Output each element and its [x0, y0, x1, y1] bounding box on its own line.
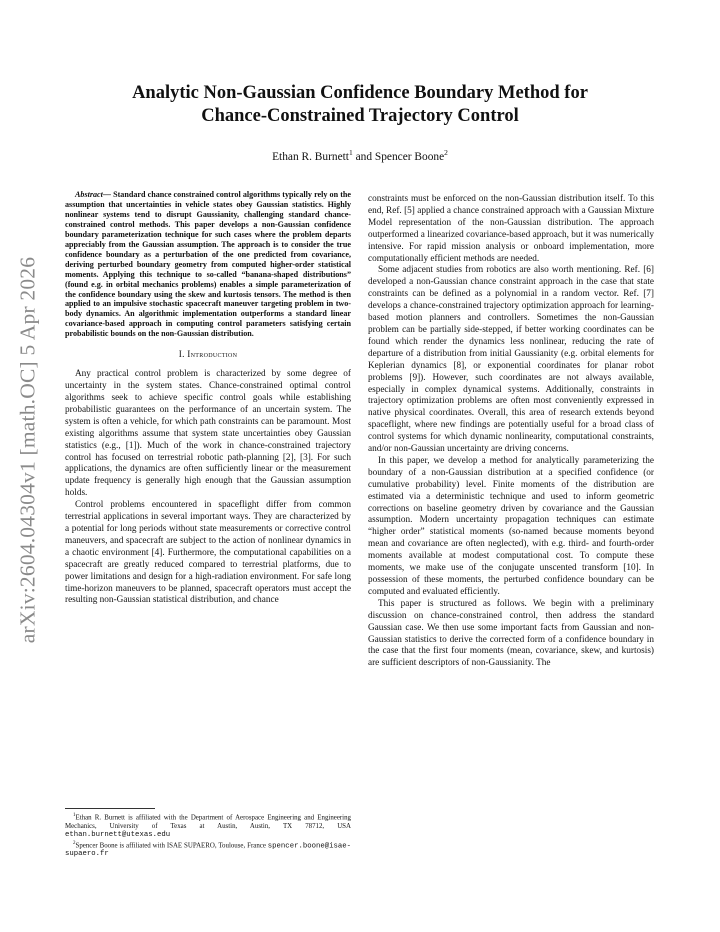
author-name: Spencer Boone: [374, 150, 445, 163]
body-paragraph: Some adjacent studies from robotics are also worth mentioning. Ref. [6] developed a non-Gaussian chance constraint approach in the case that state constraints can be defined as a polynomial in a random vector. Ref. [7] develops a chance-constrained trajectory optimization approach for learning-based motion planners and controllers. Sometimes the non-Gaussian problem can be partially side-stepped, if better working coordinates can be found which render the dynamics less nonlinear, reducing the rate of departure of a distribution from initial Gaussianity (e.g. orbital elements for Keplerian dynamics [8], or exponential coordinates for planar robot problems [9]). However, such coordinates are not always available, especially in complex dynamical systems. Additionally, constraints in trajectory optimization problems are often most conveniently expressed in native physical coordinates. Overall, this area of research extends beyond spaceflight, where new findings are potentially useful for a broad class of control systems for which dynamic nonlinearity, computational constraints, and/or non-Gaussian uncertainty are driving concerns.: [368, 265, 654, 455]
left-column: [65, 190, 351, 607]
title-line-1: Analytic Non-Gaussian Confidence Boundary Method for: [132, 83, 588, 103]
footnote-1: [65, 812, 351, 840]
body-paragraph: In this paper, we develop a method for analytically parameterizing the boundary of a non-Gaussian distribution at a specified confidence (or cumulative probability) level. Finite moments of the distribution are estimated via a deterministic technique and used to inform geometric corrections on baseline geometry driven by covariance and the Gaussian assumption. Modern uncertainty propagation techniques can estimate “higher order” statistical moments (so-named because moments beyond mean and covariance are often neglected), with e.g. third- and fourth-order moments available at modest computational cost. To compute these moments, we make use of the conjugate unscented transform [10]. In possession of these moments, the perturbed confidence boundary can be computed and evaluated efficiently.: [368, 455, 654, 597]
footnotes: [65, 812, 351, 859]
author-conjunction: and: [352, 150, 375, 163]
footnote-text: Spencer Boone is affiliated with ISAE SUPAERO, Toulouse, France: [75, 841, 268, 849]
author-affiliation-mark: 1: [348, 148, 353, 157]
author-affiliation-mark: 2: [444, 148, 448, 157]
author-email-link[interactable]: spencer.boone@isae-supaero.fr: [65, 841, 351, 859]
body-paragraph: Control problems encountered in spaceflight differ from common terrestrial applications in several important ways. They are characterized by a potential for long periods without state measurements or corrective control maneuvers, and spacecraft are subject to the action of nonlinear dynamics in a chaotic environment [4]. Furthermore, the computational capabilities on a spacecraft are greatly reduced compared to terrestrial platforms, due to power limitations and design for a high-radiation environment. For safe long time-horizon maneuvers to be planned, spacecraft operators must accept the resulting non-Gaussian statistical distribution, and chance: [65, 500, 351, 606]
right-column: [368, 194, 654, 670]
abstract: [65, 190, 351, 339]
arxiv-identifier-sidebar: [8, 240, 48, 660]
arxiv-identifier: arXiv:2604.04304v1 [math.OC] 5 Apr 2026: [15, 256, 40, 644]
footnote-mark: 2: [73, 840, 76, 846]
footnote-divider: [65, 808, 155, 809]
body-paragraph: Any practical control problem is characterized by some degree of uncertainty in the system states. Chance-constrained optimal control algorithms seek to achieve specific control goals while establishing probabilistic guarantees on the performance of an uncertain system. The system is often a vehicle, for which path constraints can be paramount. Most existing algorithms assume that system state uncertainties obey Gaussian statistics (e.g., [1]). Much of the work in chance-constrained trajectory control has focused on terrestrial robotic path-planning [2], [3]. For such applications, the dynamics are often sufficiently linear or the measurement update frequency is generally high enough that the Gaussian assumption holds.: [65, 369, 351, 499]
abstract-label: Abstract: [75, 190, 103, 199]
title-line-2: Chance-Constrained Trajectory Control: [201, 106, 519, 126]
abstract-dash: —: [102, 190, 114, 199]
author-email-link[interactable]: ethan.burnett@utexas.edu: [65, 831, 171, 840]
section-numeral: I.: [178, 350, 188, 361]
abstract-text: Standard chance constrained control algorithms typically rely on the assumption that uncertainties in vehicle states obey Gaussian statistics. Highly nonlinear systems tend to disrupt Gaussianity, challenging standard chance-constrained control methods. This paper develops a non-Gaussian confidence boundary parameterization technique for such cases where the problem departs appreciably from the Gaussian assumption. The approach is to consider the true confidence boundary as a perturbation of the one predicted from covariance, deriving perturbed boundary geometry from computed higher-order statistical moments. Applying this technique to so-called “banana-shaped distributions” (found e.g. in orbital mechanics problems) enables a simple parameterization of the confidence boundary using the skew and kurtosis tensors. The method is then applied to an impulsive stochastic spacecraft maneuver targeting problem in two-body dynamics. An algorithmic implementation outperforms a standard linear covariance-based approach in computing control parameters satisfying certain probabilistic bounds on the non-Gaussian distribution.: [65, 190, 351, 339]
author-name: Ethan R. Burnett: [272, 150, 349, 163]
author-list: [60, 148, 660, 163]
section-title: Introduction: [187, 350, 238, 361]
paper-title: [60, 82, 660, 128]
section-heading-introduction: [65, 350, 351, 362]
footnote-mark: 1: [73, 813, 76, 818]
footnote-text: Ethan R. Burnett is affiliated with the Department of Aerospace Engineering and Engineering Mechanics, University of Texas at Austin, Austin, TX 78712, USA: [65, 814, 351, 830]
body-paragraph: This paper is structured as follows. We begin with a preliminary discussion on chance-constrained control, then address the standard Gaussian case. We then use some important facts from Gaussian and non-Gaussian statistics to derive the corrected form of a confidence boundary in the case that the first four moments (mean, covariance, skew, and kurtosis) are sufficient descriptors of non-Gaussianity. The: [368, 598, 654, 669]
footnote-2: [65, 840, 351, 859]
body-paragraph: constraints must be enforced on the non-Gaussian distribution itself. To this end, Ref. [5] applied a chance constrained approach with a Gaussian Mixture Model representation of the non-Gaussian distribution. The approach outperformed a linearized covariance-based approach, but it was numerically intensive. For rapid mission analysis or onboard implementation, more computationally efficient methods are needed.: [368, 194, 654, 264]
